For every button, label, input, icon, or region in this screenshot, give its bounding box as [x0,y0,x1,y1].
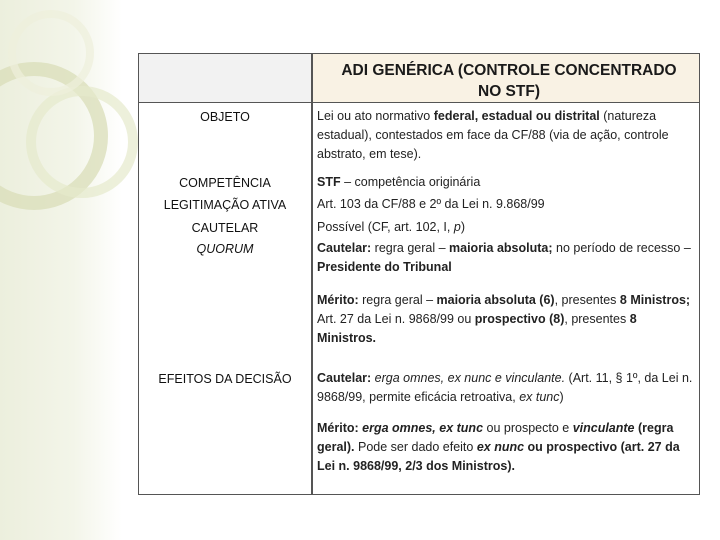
row-label-legitimacao: LEGITIMAÇÃO ATIVA [163,198,287,212]
row-text-quorum-merito: Mérito: regra geral – maioria absoluta (6), presentes 8 Ministros; Art. 27 da Lei n. 9868/99 ou prospectivo (8), presentes 8 Ministros. [317,293,691,345]
row-label-objeto: OBJETO [200,110,250,124]
row-label-competencia: COMPETÊNCIA [179,176,271,190]
decorative-circle [8,10,94,96]
row-text-competencia: STF – competência originária [317,175,481,189]
row-text-efeitos-cautelar: Cautelar: erga omnes, ex nunc e vinculante. (Art. 11, § 1º, da Lei n. 9868/99, permite eficácia retroativa, ex tunc) [317,371,693,404]
row-text-objeto: Lei ou ato normativo federal, estadual ou distrital (natureza estadual), contestados em face da CF/88 (via de ação, controle abstrato, em tese). [317,109,669,161]
row-label-cautelar: CAUTELAR [191,221,259,235]
row-text-efeitos-merito: Mérito: erga omnes, ex tunc ou prospecto e vinculante (regra geral). Pode ser dado efeito ex nunc ou prospectivo (art. 27 da Lei n. 9868/99, 2/3 dos Ministros). [317,421,680,473]
row-label-efeitos: EFEITOS DA DECISÃO [158,372,292,386]
table-title: ADI GENÉRICA (CONTROLE CONCENTRADO NO STF) [341,62,677,100]
header-empty-cell [139,54,311,103]
decorative-circle [26,86,138,198]
column-divider [311,54,313,494]
row-text-cautelar: Possível (CF, art. 102, I, p) [317,220,465,234]
row-text-legitimacao: Art. 103 da CF/88 e 2º da Lei n. 9.868/99 [317,197,545,211]
row-text-quorum-cautelar: Cautelar: regra geral – maioria absoluta; no período de recesso – Presidente do Tribunal [317,241,691,274]
row-label-quorum: QUORUM [196,242,254,256]
adi-summary-table [138,53,700,495]
